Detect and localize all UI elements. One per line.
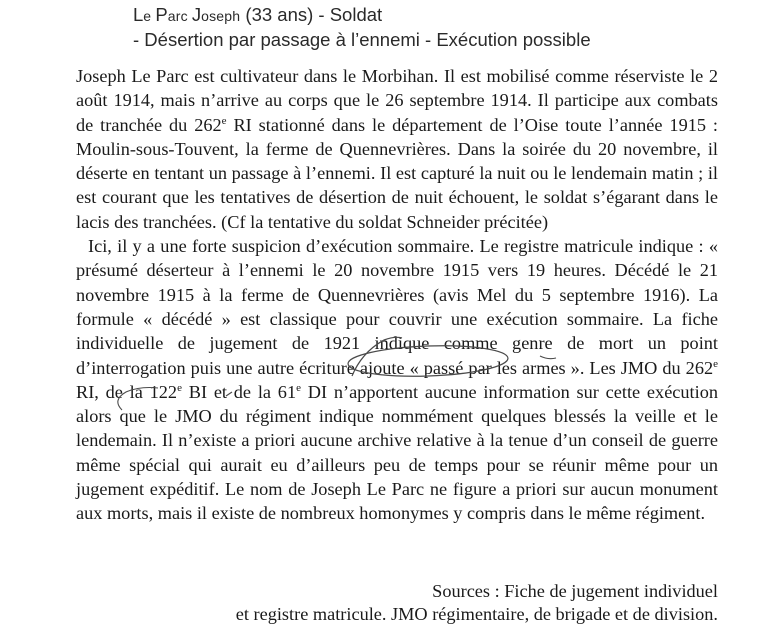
paragraph-text: RI, de la 122 [76, 381, 178, 402]
heading-name-initial: P [155, 4, 168, 25]
paragraph-text: Ici, il y a une forte suspicion d’exécution sommaire. Le registre matricule indique : « présumé déserteur à l’ennemi le 20 novembre 1915 vers 19 heures. Décédé le 21 novembre 1915 à la ferme de Quennevrières (avis Mel du 5 septembre 1916). La formule « décédé » est classique pour couvrir une exécution sommaire. La fiche individuelle de jugement de 1921 indique comme genre de mort un point d’interrogation puis une autre écriture ajoute « passé par les armes ». Les JMO du 262 [76, 236, 718, 378]
paragraph-1 [76, 64, 718, 234]
ordinal-superscript: e [221, 114, 227, 127]
heading-name-initial: L [133, 4, 144, 25]
paragraph-text: BI et de la 61 [181, 381, 297, 402]
entry-heading [133, 3, 591, 52]
paragraph-2 [76, 234, 718, 526]
heading-name-part: oseph [201, 8, 241, 24]
heading-age-role: (33 ans) - Soldat [240, 4, 383, 25]
heading-name-initial: J [191, 4, 202, 25]
heading-name-part: e [143, 8, 156, 24]
paragraph-text: RI stationné dans le département de l’Oise toute l’année 1915 : Moulin-sous-Touvent, la ferme de Quennevrières. Dans la soirée du 20 novembre, il déserte en tentant un passage à l’ennemi. Il est capturé la nuit ou le lendemain matin ; il est courant que les tentatives de désertion de nuit échouent, le soldat s’égarant dans le lacis des tranchées. (Cf la tentative du soldat Schneider précitée) [76, 114, 718, 232]
sources-line-1: Sources : Fiche de jugement individuel [432, 581, 718, 601]
ordinal-superscript: e [177, 381, 182, 394]
body-text [76, 64, 718, 526]
heading-line-1 [133, 4, 382, 25]
ordinal-superscript: e [713, 357, 718, 370]
heading-line-2: - Désertion par passage à l’ennemi - Exécution possible [133, 29, 591, 50]
heading-name-part: arc [167, 8, 192, 24]
sources-note [236, 580, 718, 626]
ordinal-superscript: e [296, 381, 301, 394]
paragraph-text: DI n’apportent aucune information sur cette exécution alors que le JMO du régiment indique nommément quelques blessés la veille et le lendemain. Il n’existe a priori aucune archive relative à la tenue d’un conseil de guerre même spécial qui aurait eu d’ailleurs peu de temps pour se réunir même pour un jugement expéditif. Le nom de Joseph Le Parc ne figure a priori sur aucun monument aux morts, mais il existe de nombreux homonymes y compris dans le même régiment. [76, 381, 718, 524]
paragraph-text: Joseph Le Parc est cultivateur dans le Morbihan. Il est mobilisé comme réserviste le 2 août 1914, mais n’arrive au corps que le 26 septembre 1914. Il participe aux combats de tranchée du 262 [76, 66, 718, 135]
sources-line-2: et registre matricule. JMO régimentaire, de brigade et de division. [235, 604, 718, 624]
